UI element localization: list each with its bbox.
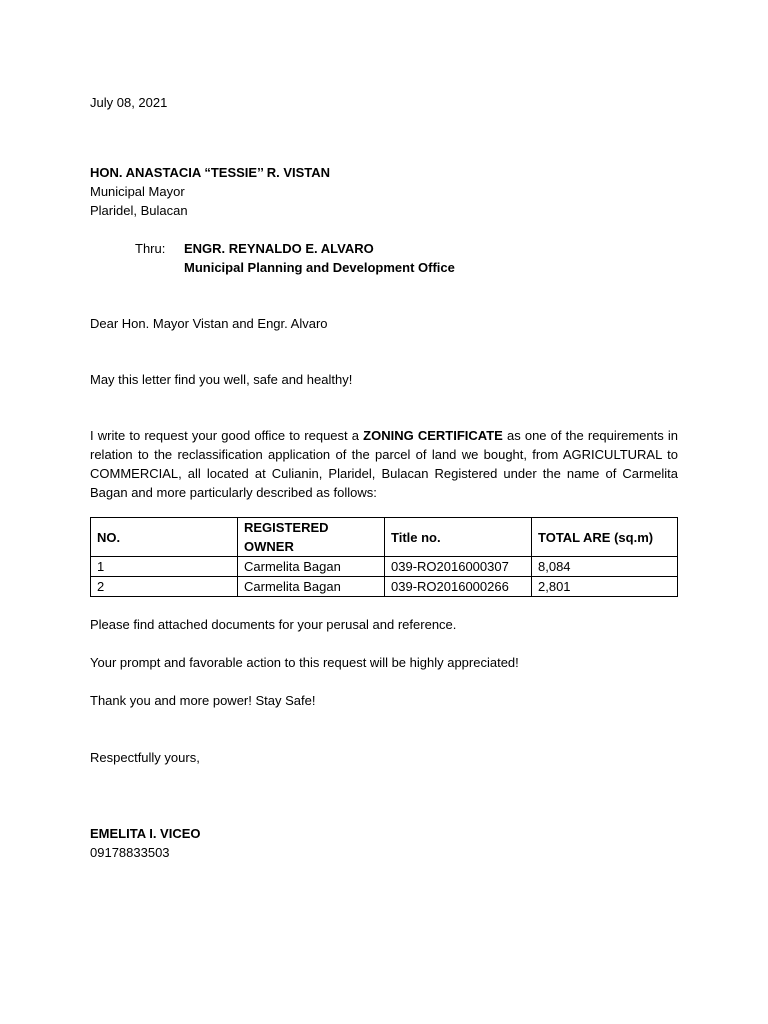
cell-no: 1 <box>91 557 238 577</box>
action-paragraph: Your prompt and favorable action to this request will be highly appreciated! <box>90 655 519 670</box>
cell-owner: Carmelita Bagan <box>238 557 385 577</box>
parcel-table <box>90 517 678 597</box>
cell-total-area: 2,801 <box>532 577 678 597</box>
addressee-name: HON. ANASTACIA “TESSIE’’ R. VISTAN <box>90 165 331 180</box>
cell-owner: Carmelita Bagan <box>238 577 385 597</box>
addressee-location: Plaridel, Bulacan <box>90 203 188 218</box>
table-row <box>91 557 678 577</box>
request-text-after: as one of the requirements in relation to the reclassification application of the parcel of land we bought, from AGRICULTURAL to COMMERCIAL, all located at Culianin, Plaridel, Bulacan Registered under the name of Carmelita Bagan and more particularly described as follows: <box>90 428 678 500</box>
thru-block <box>90 239 678 277</box>
header-title-no: Title no. <box>385 518 532 557</box>
cell-title-no: 039-RO2016000266 <box>385 577 532 597</box>
table-row <box>91 577 678 597</box>
thru-name: ENGR. REYNALDO E. ALVARO <box>184 241 374 256</box>
request-emphasis: ZONING CERTIFICATE <box>363 428 503 443</box>
closing: Respectfully yours, <box>90 750 200 765</box>
signer-phone: 09178833503 <box>90 845 170 860</box>
signer-name: EMELITA I. VICEO <box>90 826 201 841</box>
letter-page <box>90 93 678 862</box>
salutation: Dear Hon. Mayor Vistan and Engr. Alvaro <box>90 316 328 331</box>
header-registered-owner: REGISTERED OWNER <box>238 518 385 557</box>
greeting: May this letter find you well, safe and healthy! <box>90 372 353 387</box>
letter-date: July 08, 2021 <box>90 95 168 110</box>
addressee-position: Municipal Mayor <box>90 184 185 199</box>
table-header-row <box>91 518 678 557</box>
cell-no: 2 <box>91 577 238 597</box>
cell-total-area: 8,084 <box>532 557 678 577</box>
addressee-block <box>90 163 678 220</box>
request-text-before: I write to request your good office to request a <box>90 428 364 443</box>
attachments-paragraph: Please find attached documents for your perusal and reference. <box>90 617 457 632</box>
thru-label: Thru: <box>135 241 166 256</box>
thru-recipient <box>184 239 455 277</box>
header-total-area: TOTAL ARE (sq.m) <box>532 518 678 557</box>
cell-title-no: 039-RO2016000307 <box>385 557 532 577</box>
signature-block <box>90 824 678 862</box>
thru-office: Municipal Planning and Development Office <box>184 260 455 275</box>
thanks-paragraph: Thank you and more power! Stay Safe! <box>90 693 316 708</box>
header-no: NO. <box>91 518 238 557</box>
request-paragraph <box>90 426 678 502</box>
